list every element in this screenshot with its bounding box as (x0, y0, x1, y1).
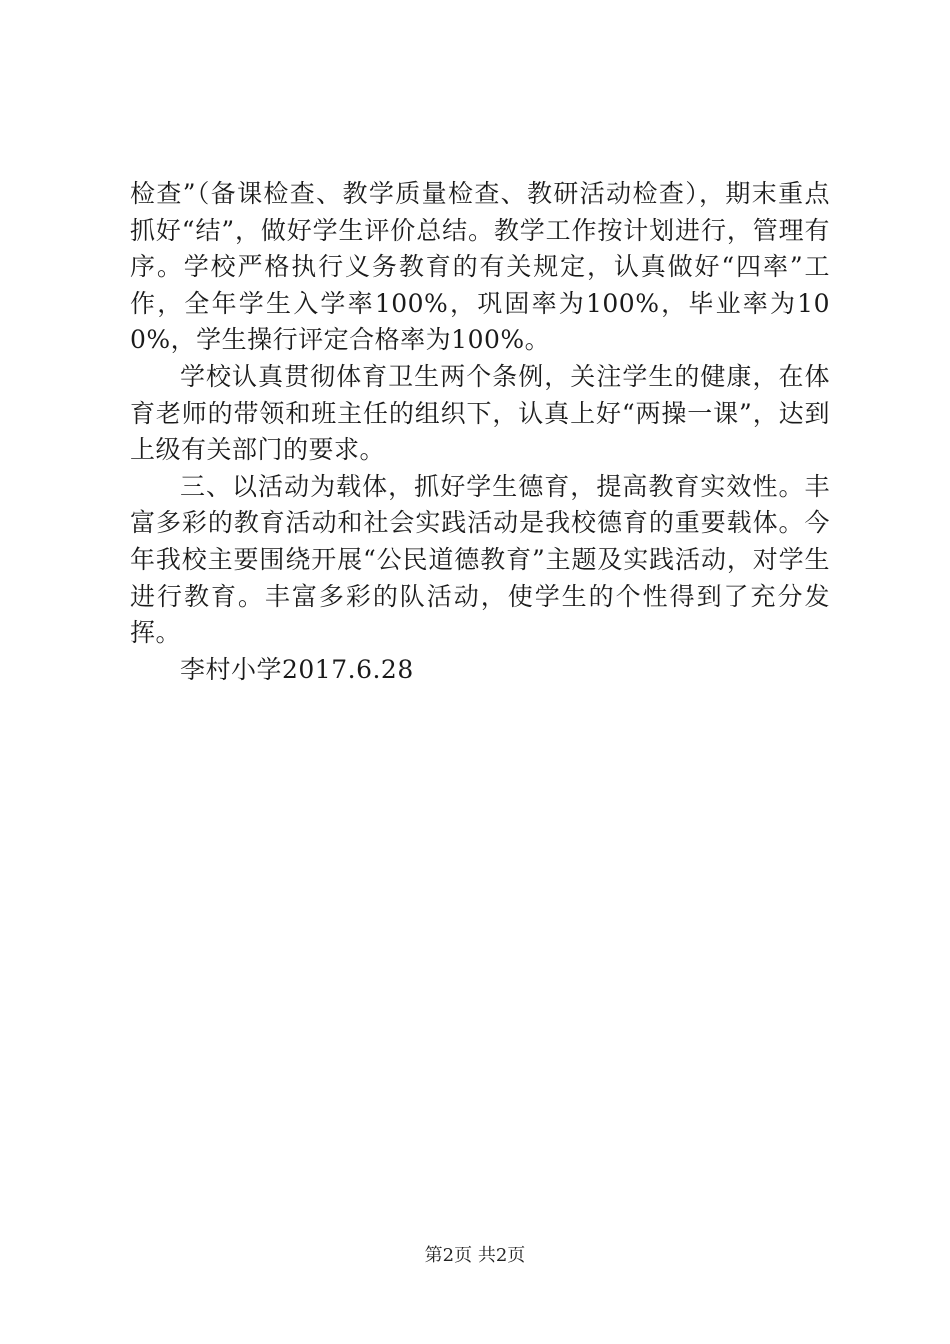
document-body (130, 176, 830, 688)
paragraph-moral-education: 三、以活动为载体，抓好学生德育，提高教育实效性。丰富多彩的教育活动和社会实践活动是我校德育的重要载体。今年我校主要围绕开展“公民道德教育”主题及实践活动，对学生进行教育。丰富多彩的队活动，使学生的个性得到了充分发挥。 (130, 471, 830, 648)
page-number-footer: 第2页 共2页 (424, 1245, 526, 1266)
paragraph-continuation: 检查”（备课检查、教学质量检查、教研活动检查），期末重点抓好“结”，做好学生评价总结。教学工作按计划进行，管理有序。学校严格执行义务教育的有关规定，认真做好“四率”工作，全年学生入学率100%，巩固率为100%，毕业率为100%，学生操行评定合格率为100%。 (130, 179, 830, 355)
signature-date: 李村小学2017.6.28 (180, 654, 414, 684)
paragraph-sports-health: 学校认真贯彻体育卫生两个条例，关注学生的健康，在体育老师的带领和班主任的组织下，认真上好“两操一课”，达到上级有关部门的要求。 (130, 361, 830, 465)
